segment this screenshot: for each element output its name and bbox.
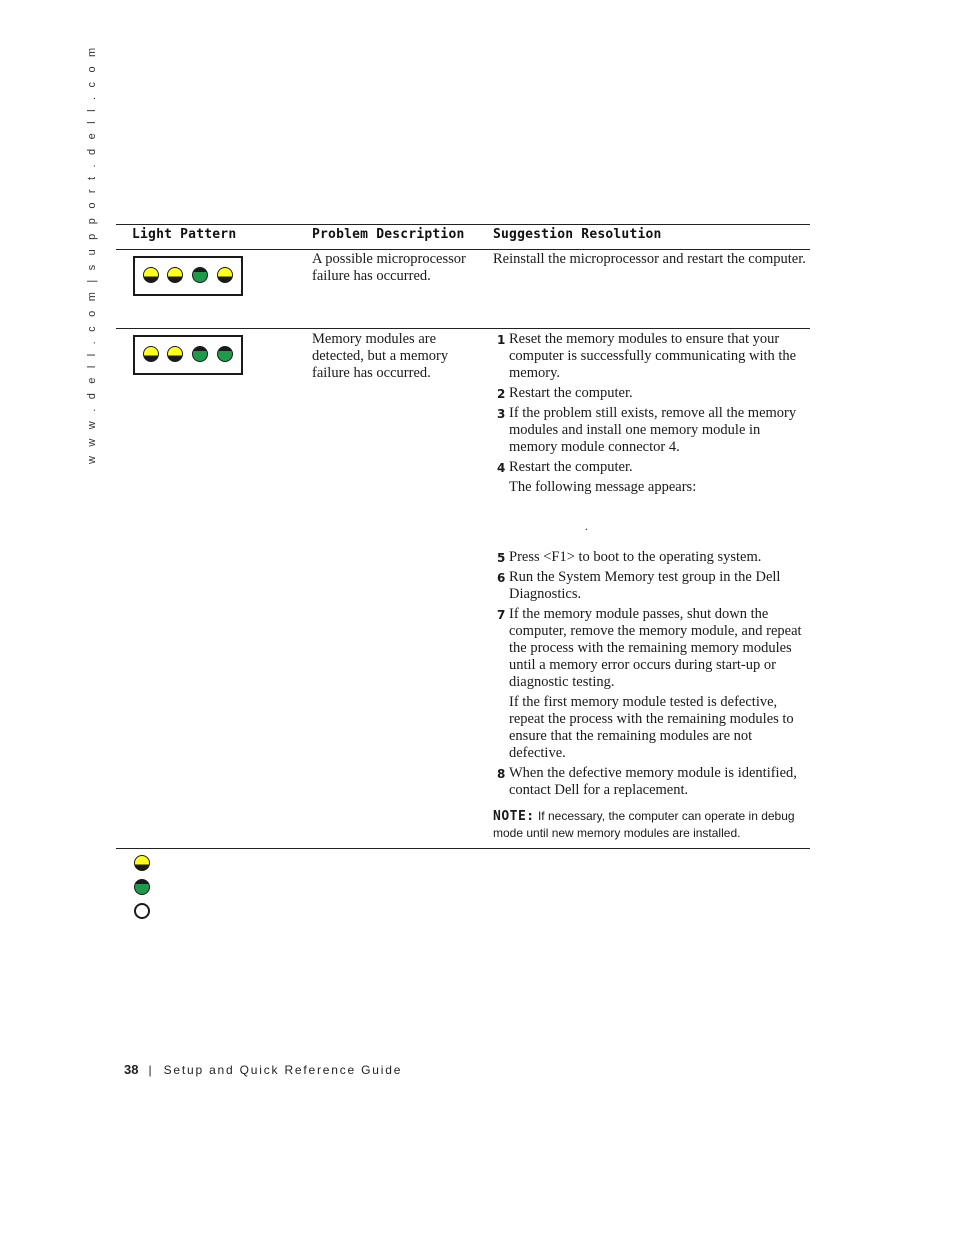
step-item bbox=[497, 459, 809, 496]
step-item bbox=[497, 385, 809, 402]
header-light-pattern: Light Pattern bbox=[132, 227, 237, 242]
light-panel-row1 bbox=[133, 256, 243, 296]
header-suggestion-resolution: Suggestion Resolution bbox=[493, 227, 662, 242]
step-number: 3 bbox=[497, 407, 506, 421]
row1-description: A possible microprocessor failure has occurred. bbox=[312, 251, 466, 284]
row1-rule bbox=[116, 328, 810, 329]
step-number: 8 bbox=[497, 767, 506, 781]
led-indicator-icon bbox=[192, 267, 208, 283]
led-indicator-icon bbox=[167, 267, 183, 283]
legend-off-light-icon bbox=[134, 903, 150, 919]
message-placeholder-dot: . bbox=[585, 519, 588, 533]
row2-description: Memory modules are detected, but a memory failure has occurred. bbox=[312, 331, 449, 381]
light-panel-row2 bbox=[133, 335, 243, 375]
header-problem-description: Problem Description bbox=[312, 227, 465, 242]
led-indicator-icon bbox=[192, 346, 208, 362]
step-number: 7 bbox=[497, 608, 506, 622]
step-continuation: The following message appears: bbox=[509, 479, 697, 495]
led-indicator-icon bbox=[167, 346, 183, 362]
led-indicator-icon bbox=[217, 346, 233, 362]
row1-resolution: Reinstall the microprocessor and restart the computer. bbox=[493, 251, 806, 267]
legend-green-light-icon bbox=[134, 879, 150, 895]
step-number: 1 bbox=[497, 333, 506, 347]
step-item bbox=[497, 606, 809, 762]
step-item bbox=[497, 331, 809, 382]
step-text: Restart the computer. bbox=[509, 385, 633, 401]
step-number: 4 bbox=[497, 461, 506, 475]
message-gap bbox=[497, 499, 809, 549]
step-item bbox=[497, 765, 809, 799]
table-bottom-rule bbox=[116, 848, 810, 849]
legend-yellow-light-icon bbox=[134, 855, 150, 871]
step-item bbox=[497, 549, 809, 566]
step-text: When the defective memory module is identified, contact Dell for a replacement. bbox=[509, 765, 797, 798]
step-item bbox=[497, 405, 809, 456]
side-url-text: w w w . d e l l . c o m | s u p p o r t . d e l l . c o m bbox=[86, 44, 98, 464]
step-item bbox=[497, 569, 809, 603]
footer-separator: | bbox=[148, 1063, 152, 1077]
step-text: If the problem still exists, remove all the memory modules and install one memory module in memory module connector 4. bbox=[509, 405, 797, 455]
step-number: 5 bbox=[497, 551, 506, 565]
footer-title: Setup and Quick Reference Guide bbox=[163, 1063, 403, 1077]
page-number: 38 bbox=[124, 1062, 139, 1077]
step-text: Reset the memory modules to ensure that your computer is successfully communicating with the memory. bbox=[509, 331, 797, 381]
table-top-rule bbox=[116, 224, 810, 225]
resolution-steps bbox=[497, 331, 809, 802]
step-text: Restart the computer. bbox=[509, 459, 633, 475]
step-number: 2 bbox=[497, 387, 506, 401]
note-block bbox=[493, 808, 813, 842]
step-text: If the memory module passes, shut down the computer, remove the memory module, and repeat the process with the remaining memory modules until a memory error occurs during start-up or diagnostic testing. bbox=[509, 606, 802, 690]
step-continuation: If the first memory module tested is defective, repeat the process with the remaining modules to ensure that the remaining modules are not defective. bbox=[509, 694, 794, 761]
step-text: Press <F1> to boot to the operating system. bbox=[509, 549, 762, 565]
page-footer bbox=[124, 1062, 402, 1077]
led-indicator-icon bbox=[143, 267, 159, 283]
step-text: Run the System Memory test group in the Dell Diagnostics. bbox=[509, 569, 781, 602]
note-label: NOTE: bbox=[493, 809, 535, 824]
header-rule bbox=[116, 249, 810, 250]
led-indicator-icon bbox=[143, 346, 159, 362]
led-indicator-icon bbox=[217, 267, 233, 283]
step-number: 6 bbox=[497, 571, 506, 585]
note-text: If necessary, the computer can operate in debug mode until new memory modules are installed. bbox=[493, 809, 795, 840]
